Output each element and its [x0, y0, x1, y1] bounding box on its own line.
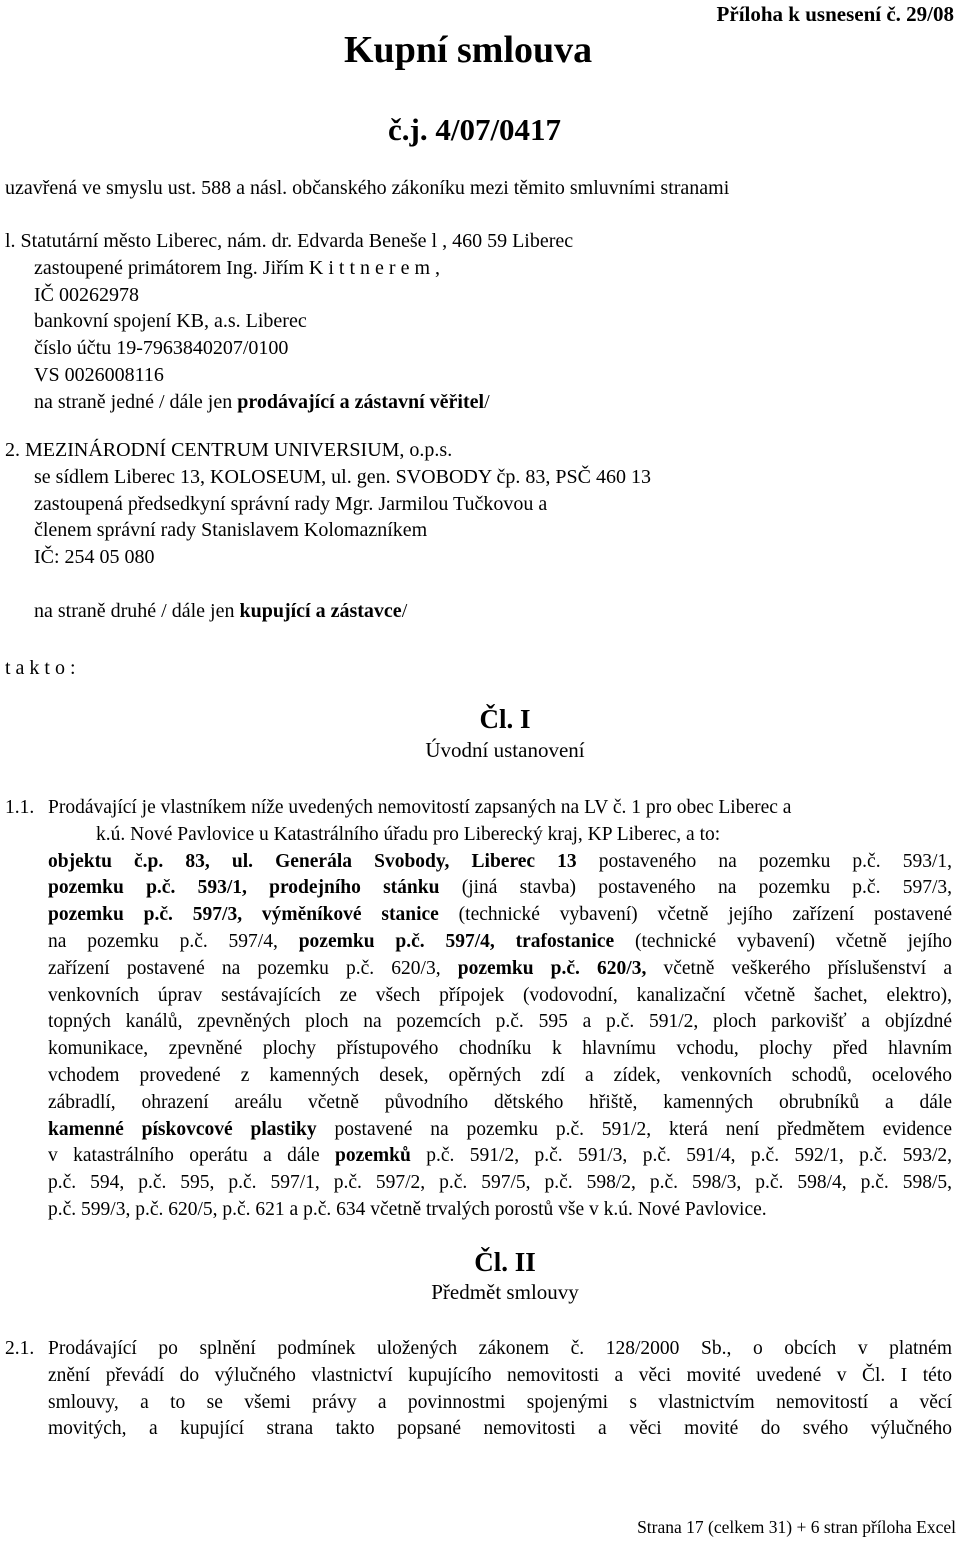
party-2-block	[5, 437, 651, 571]
paragraph-line: na pozemku p.č. 597/4, pozemku p.č. 597/4, trafostanice (technické vybavení) včetně jejího	[48, 930, 952, 952]
paragraph-line: p.č. 599/3, p.č. 620/5, p.č. 621 a p.č. 634 včetně trvalých porostů vše v k.ú. Nové Pavlovice.	[48, 1198, 767, 1220]
party-1-line: zastoupené primátorem Ing. Jiřím K i t t n e r e m ,	[34, 256, 441, 279]
party-2-line: se sídlem Liberec 13, KOLOSEUM, ul. gen. SVOBODY čp. 83, PSČ 460 13	[34, 465, 652, 488]
paragraph-line: pozemku p.č. 593/1, prodejního stánku (jiná stavba) postaveného na pozemku p.č. 597/3,	[48, 877, 952, 899]
party-1-line: číslo účtu 19-7963840207/0100	[34, 337, 289, 360]
paragraph-number: 2.1.	[5, 1338, 35, 1359]
paragraph-1-1	[48, 795, 952, 1224]
party-1-line: bankovní spojení KB, a.s. Liberec	[34, 310, 307, 333]
paragraph-line: Prodávající po splnění podmínek uložených zákonem č. 128/2000 Sb., o obcích v platném	[48, 1338, 952, 1359]
paragraph-line: komunikace, zpevněné plochy přístupového chodníku k hlavnímu vchodu, plochy před hlavním	[48, 1038, 952, 1060]
party-2-line: 2. MEZINÁRODNÍ CENTRUM UNIVERSIUM, o.p.s.	[5, 439, 453, 461]
paragraph-line: movitých, a kupující strana takto popsané nemovitosti a věci movité do svého výlučného	[48, 1418, 952, 1440]
annex-label: Příloha k usnesení č. 29/08	[716, 2, 954, 26]
party-2-line: členem správní rady Stanislavem Kolomazníkem	[34, 519, 428, 542]
paragraph-line: pozemku p.č. 597/3, výměníkové stanice (technické vybavení) včetně jejího zařízení postavené	[48, 904, 952, 926]
paragraph-line: topných kanálů, zpevněných ploch na pozemcích p.č. 595 a p.č. 591/2, ploch parkovišť a objízdné	[48, 1011, 952, 1033]
party-1-line: IČ 00262978	[34, 283, 139, 306]
paragraph-2-1	[48, 1336, 952, 1443]
section-2-number: Čl. II	[474, 1247, 536, 1277]
section-1-title: Úvodní ustanovení	[425, 738, 585, 762]
paragraph-number: 1.1.	[5, 797, 35, 818]
party-2-line: zastoupená předsedkyní správní rady Mgr. Jarmilou Tučkovou a	[34, 492, 548, 515]
party-1-role: na straně jedné / dále jen prodávající a zástavní věřitel/	[34, 390, 490, 413]
party-2-line: IČ: 254 05 080	[34, 546, 155, 569]
paragraph-line: znění převádí do výlučného vlastnictví kupujícího nemovitosti a věci movité uvedené v Čl. I této	[48, 1364, 952, 1386]
party-1-block	[5, 228, 573, 416]
reference-number: č.j. 4/07/0417	[388, 112, 562, 147]
paragraph-line: kamenné pískovcové plastiky postavené na pozemku p.č. 591/2, která není předmětem evidence	[48, 1118, 952, 1140]
paragraph-line: zábradlí, ohrazení areálu včetně původního dětského hřiště, kamenných obrubníků a dále	[48, 1091, 952, 1113]
paragraph-line: Prodávající je vlastníkem níže uvedených nemovitostí zapsaných na LV č. 1 pro obec Liberec a	[48, 797, 792, 818]
paragraph-line: smlouvy, a to se všemi právy a povinnostmi spojenými s vlastnictvím nemovitostí a věcí	[48, 1391, 952, 1413]
paragraph-line: vchodem provedené z kamenných desek, opěrných zdí a zídek, venkovních schodů, ocelového	[48, 1064, 952, 1086]
paragraph-line: v katastrálního operátu a dále pozemků p.č. 591/2, p.č. 591/3, p.č. 591/4, p.č. 592/1, p.č. 593/2,	[48, 1145, 952, 1167]
party-2-role: na straně druhé / dále jen kupující a zástavce/	[34, 600, 408, 622]
page-footer: Strana 17 (celkem 31) + 6 stran příloha Excel	[637, 1517, 956, 1537]
paragraph-line: p.č. 594, p.č. 595, p.č. 597/1, p.č. 597/2, p.č. 597/5, p.č. 598/2, p.č. 598/3, p.č. 598/4, p.č. 598/5,	[48, 1172, 952, 1194]
party-1-line: VS 0026008116	[34, 363, 164, 386]
party-1-line: l. Statutární město Liberec, nám. dr. Edvarda Beneše l , 460 59 Liberec	[5, 230, 574, 252]
document-title: Kupní smlouva	[344, 29, 593, 71]
paragraph-line: objektu č.p. 83, ul. Generála Svobody, Liberec 13 postaveného na pozemku p.č. 593/1,	[48, 850, 952, 872]
intro-text: uzavřená ve smyslu ust. 588 a násl. občanského zákoníku mezi těmito smluvními stranami	[5, 177, 730, 199]
paragraph-line: zařízení postavené na pozemku p.č. 620/3, pozemku p.č. 620/3, včetně veškerého příslušenství a	[48, 957, 952, 979]
section-1-number: Čl. I	[479, 704, 531, 734]
paragraph-line: venkovních úprav sestávajících ze všech přípojek (vodovodní, kanalizační včetně šachet, elektro),	[48, 984, 952, 1006]
takto-label: t a k t o :	[5, 657, 76, 679]
section-2-title: Předmět smlouvy	[431, 1280, 579, 1304]
paragraph-line: k.ú. Nové Pavlovice u Katastrálního úřadu pro Liberecký kraj, KP Liberec, a to:	[96, 823, 721, 845]
